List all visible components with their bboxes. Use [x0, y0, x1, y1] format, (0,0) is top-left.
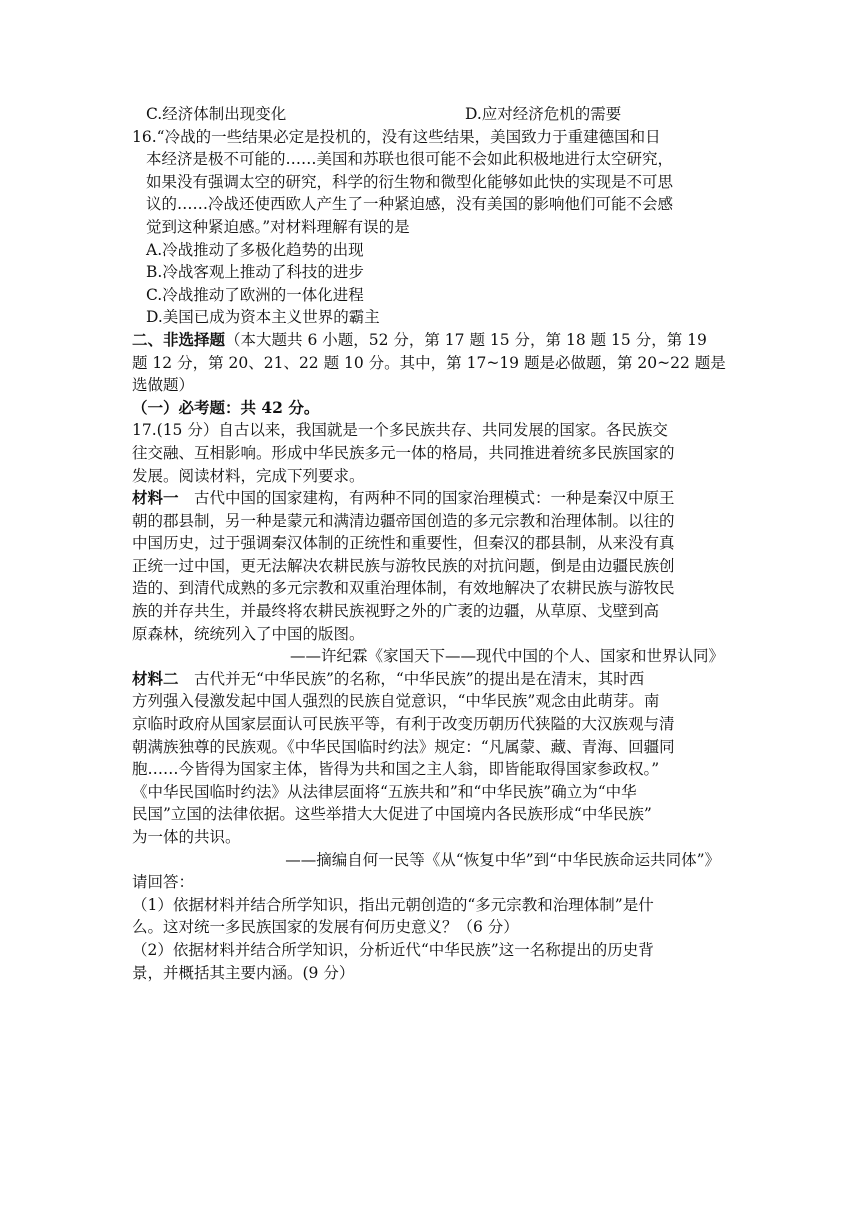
material2-line: 胞……今皆得为国家主体，皆得为共和国之主人翁，即皆能取得国家参政权。”: [132, 760, 660, 779]
material1-line: 原森林，统统列入了中国的版图。: [132, 624, 365, 643]
q16-option-c: C.冷战推动了欧洲的一体化进程: [146, 285, 364, 304]
material2-source: ——摘编自何一民等《从“恢复中华”到“中华民族命运共同体”》: [285, 850, 720, 869]
material2-line: 朝满族独尊的民族观。《中华民国临时约法》规定：“凡属蒙、藏、青海、回疆同: [132, 737, 675, 756]
q15-option-c: C.经济体制出现变化: [146, 105, 287, 123]
q17-sub2-line: （2）依据材料并结合所学知识，分析近代“中华民族”这一名称提出的历史背: [132, 940, 654, 959]
q17-intro-line: 发展。阅读材料，完成下列要求。: [132, 466, 365, 485]
q16-stem-line: 16.“冷战的一些结果必定是投机的，没有这些结果，美国致力于重建德国和日: [132, 127, 661, 146]
material1-line: 中国历史，过于强调秦汉体制的正统性和重要性，但秦汉的郡县制，从来没有真: [132, 534, 675, 553]
section2-header: [132, 329, 732, 352]
material1-source: ——许纪霖《家国天下——现代中国的个人、国家和世界认同》: [289, 647, 724, 666]
section2-desc-line: 选做题）: [132, 376, 195, 395]
q16-stem-line: 本经济是极不可能的……美国和苏联也很可能不会如此积极地进行太空研究，: [146, 150, 674, 169]
material1-line: 朝的郡县制，另一种是蒙元和满清边疆帝国创造的多元宗教和治理体制。以往的: [132, 511, 675, 530]
q16-stem-line: 议的……冷战还使西欧人产生了一种紧迫感，没有美国的影响他们可能不会感: [146, 195, 674, 214]
required-questions-heading: （一）必考题：共 42 分。: [132, 397, 320, 417]
material2-line: 京临时政府从国家层面认可民族平等，有利于改变历朝历代狭隘的大汉族观与清: [132, 715, 675, 734]
material2-line: 民国”立国的法律依据。这些举措大大促进了中国境内各民族形成“中华民族”: [132, 805, 652, 824]
answer-prompt: 请回答：: [132, 873, 195, 892]
q15-option-d: D.应对经济危机的需要: [465, 105, 622, 123]
section2-desc: （本大题共 6 小题，52 分，第 17 题 15 分，第 18 题 15 分，第 19: [225, 330, 707, 349]
q17-sub1-line: 么。这对统一多民族国家的发展有何历史意义？（6 分）: [132, 918, 519, 937]
section2-desc-line: 题 12 分，第 20、21、22 题 10 分。其中，第 17~19 题是必做题，第 20~22 题是: [132, 353, 726, 372]
q16-option-a: A.冷战推动了多极化趋势的出现: [146, 240, 364, 259]
material1-line: 造的、到清代成熟的多元宗教和双重治理体制，有效地解决了农耕民族与游牧民: [132, 579, 675, 598]
q17-intro-line: 往交融、互相影响。形成中华民族多元一体的格局，共同推进着统多民族国家的: [132, 443, 675, 462]
material2-line: 为一体的共识。: [132, 828, 241, 846]
material2-label: 材料二: [132, 668, 179, 688]
q16-stem-line: 如果没有强调太空的研究，科学的衍生物和微型化能够如此快的实现是不可思: [146, 172, 674, 191]
q17-sub1-line: （1）依据材料并结合所学知识，指出元朝创造的“多元宗教和治理体制”是什: [132, 895, 654, 914]
material1-line: [132, 487, 732, 510]
q16-option-d: D.美国已成为资本主义世界的霸主: [146, 308, 380, 327]
material1-label: 材料一: [132, 488, 179, 508]
material2-line: 方列强入侵激发起中国人强烈的民族自觉意识，“中华民族”观念由此萌芽。南: [132, 692, 660, 711]
material2-line: 《中华民国临时约法》从法律层面将“五族共和”和“中华民族”确立为“中华: [132, 782, 637, 801]
material1-line: 族的并存共生，并最终将农耕民族视野之外的广袤的边疆，从草原、戈壁到高: [132, 602, 660, 621]
material1-text: 古代中国的国家建构，有两种不同的国家治理模式：一种是秦汉中原王: [178, 489, 675, 508]
q17-sub2-line: 景，并概括其主要内涵。(9 分）: [132, 963, 355, 982]
q15-options-row: [132, 103, 732, 126]
material2-text: 古代并无“中华民族”的名称，“中华民族”的提出是在清末，其时西: [178, 669, 645, 688]
material2-line: [132, 668, 732, 691]
q16-stem-line: 觉到这种紧迫感。”对材料理解有误的是: [146, 217, 410, 236]
q17-intro-line: 17.(15 分）自古以来，我国就是一个多民族共存、共同发展的国家。各民族交: [132, 421, 668, 440]
exam-page: [132, 103, 732, 984]
section2-title: 二、非选择题: [132, 329, 226, 349]
q16-option-b: B.冷战客观上推动了科技的进步: [146, 263, 364, 282]
material1-line: 正统一过中国，更无法解决农耕民族与游牧民族的对抗问题，倒是由边疆民族创: [132, 556, 675, 575]
